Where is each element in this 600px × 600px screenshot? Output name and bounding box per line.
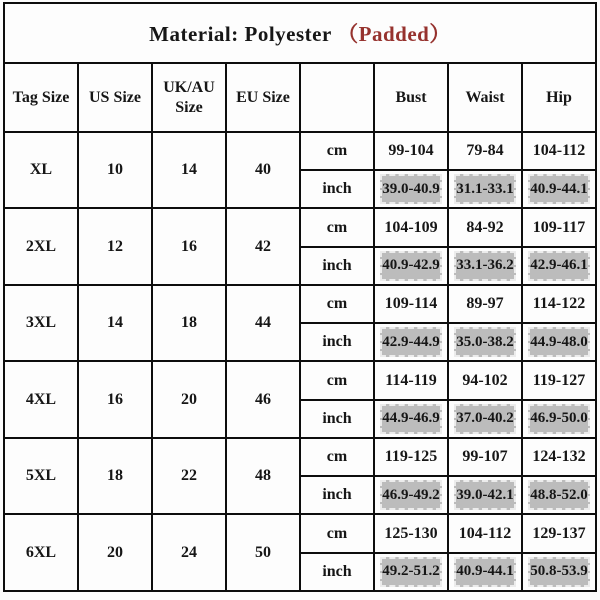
tag-size-cell: XL — [4, 132, 78, 209]
size-row-4xl-cm — [4, 361, 596, 399]
highlighted-inch-value: 42.9-44.9 — [380, 327, 442, 357]
eu-size-cell: 46 — [226, 361, 300, 438]
unit-label-cm: cm — [300, 132, 374, 170]
inch-hip-cell — [522, 247, 596, 285]
highlighted-inch-value: 35.0-38.2 — [454, 327, 516, 357]
highlighted-inch-value: 39.0-40.9 — [380, 174, 442, 204]
inch-hip-cell — [522, 170, 596, 208]
inch-waist-cell — [448, 323, 522, 361]
cm-bust-cell: 104-109 — [374, 208, 448, 246]
title-row — [4, 3, 596, 63]
us-size-cell: 14 — [78, 285, 152, 362]
unit-label-inch: inch — [300, 476, 374, 514]
inch-hip-cell — [522, 323, 596, 361]
cm-bust-cell: 114-119 — [374, 361, 448, 399]
inch-waist-cell — [448, 247, 522, 285]
size-chart-table — [3, 2, 597, 592]
uk-au-size-cell: 16 — [152, 208, 226, 285]
highlighted-inch-value: 44.9-48.0 — [528, 327, 590, 357]
tag-size-cell: 4XL — [4, 361, 78, 438]
column-header-uk-au-size: UK/AU Size — [152, 63, 226, 131]
us-size-cell: 18 — [78, 438, 152, 515]
highlighted-inch-value: 42.9-46.1 — [528, 251, 590, 281]
uk-au-size-cell: 14 — [152, 132, 226, 209]
header-row — [4, 63, 596, 131]
cm-waist-cell: 99-107 — [448, 438, 522, 476]
cm-hip-cell: 119-127 — [522, 361, 596, 399]
inch-bust-cell — [374, 323, 448, 361]
unit-label-inch: inch — [300, 323, 374, 361]
inch-bust-cell — [374, 247, 448, 285]
inch-hip-cell — [522, 553, 596, 591]
cm-waist-cell: 89-97 — [448, 285, 522, 323]
size-row-xl-cm — [4, 132, 596, 170]
cm-waist-cell: 84-92 — [448, 208, 522, 246]
highlighted-inch-value: 40.9-44.1 — [528, 174, 590, 204]
inch-bust-cell — [374, 170, 448, 208]
cm-bust-cell: 125-130 — [374, 514, 448, 552]
size-row-3xl-cm — [4, 285, 596, 323]
highlighted-inch-value: 33.1-36.2 — [454, 251, 516, 281]
uk-au-size-cell: 20 — [152, 361, 226, 438]
inch-bust-cell — [374, 400, 448, 438]
column-header-eu-size: EU Size — [226, 63, 300, 131]
us-size-cell: 12 — [78, 208, 152, 285]
cm-waist-cell: 104-112 — [448, 514, 522, 552]
inch-bust-cell — [374, 476, 448, 514]
unit-label-cm: cm — [300, 514, 374, 552]
unit-label-cm: cm — [300, 208, 374, 246]
inch-waist-cell — [448, 400, 522, 438]
cm-waist-cell: 94-102 — [448, 361, 522, 399]
material-label: Material: Polyester — [149, 22, 332, 47]
cm-hip-cell: 104-112 — [522, 132, 596, 170]
size-row-2xl-cm — [4, 208, 596, 246]
unit-label-cm: cm — [300, 438, 374, 476]
unit-label-inch: inch — [300, 170, 374, 208]
highlighted-inch-value: 46.9-49.2 — [380, 480, 442, 510]
us-size-cell: 20 — [78, 514, 152, 591]
tag-size-cell: 3XL — [4, 285, 78, 362]
uk-au-size-cell: 18 — [152, 285, 226, 362]
highlighted-inch-value: 49.2-51.2 — [380, 557, 442, 587]
unit-label-cm: cm — [300, 361, 374, 399]
tag-size-cell: 2XL — [4, 208, 78, 285]
cm-hip-cell: 124-132 — [522, 438, 596, 476]
padded-label: （Padded） — [337, 22, 451, 47]
highlighted-inch-value: 46.9-50.0 — [528, 404, 590, 434]
cm-bust-cell: 99-104 — [374, 132, 448, 170]
cm-waist-cell: 79-84 — [448, 132, 522, 170]
cm-hip-cell: 114-122 — [522, 285, 596, 323]
unit-label-cm: cm — [300, 285, 374, 323]
uk-au-size-cell: 22 — [152, 438, 226, 515]
cm-bust-cell: 109-114 — [374, 285, 448, 323]
eu-size-cell: 40 — [226, 132, 300, 209]
cm-hip-cell: 129-137 — [522, 514, 596, 552]
eu-size-cell: 50 — [226, 514, 300, 591]
highlighted-inch-value: 48.8-52.0 — [528, 480, 590, 510]
inch-hip-cell — [522, 476, 596, 514]
column-header-tag-size: Tag Size — [4, 63, 78, 131]
column-header-units — [300, 63, 374, 131]
inch-bust-cell — [374, 553, 448, 591]
us-size-cell: 16 — [78, 361, 152, 438]
inch-waist-cell — [448, 553, 522, 591]
column-header-us-size: US Size — [78, 63, 152, 131]
tag-size-cell: 5XL — [4, 438, 78, 515]
highlighted-inch-value: 37.0-40.2 — [454, 404, 516, 434]
unit-label-inch: inch — [300, 400, 374, 438]
column-header-bust: Bust — [374, 63, 448, 131]
cm-bust-cell: 119-125 — [374, 438, 448, 476]
tag-size-cell: 6XL — [4, 514, 78, 591]
cm-hip-cell: 109-117 — [522, 208, 596, 246]
inch-hip-cell — [522, 400, 596, 438]
size-row-5xl-cm — [4, 438, 596, 476]
inch-waist-cell — [448, 170, 522, 208]
inch-waist-cell — [448, 476, 522, 514]
highlighted-inch-value: 39.0-42.1 — [454, 480, 516, 510]
size-row-6xl-cm — [4, 514, 596, 552]
highlighted-inch-value: 40.9-42.9 — [380, 251, 442, 281]
unit-label-inch: inch — [300, 247, 374, 285]
highlighted-inch-value: 40.9-44.1 — [454, 557, 516, 587]
table-title — [4, 3, 596, 63]
uk-au-size-cell: 24 — [152, 514, 226, 591]
column-header-waist: Waist — [448, 63, 522, 131]
unit-label-inch: inch — [300, 553, 374, 591]
eu-size-cell: 42 — [226, 208, 300, 285]
column-header-hip: Hip — [522, 63, 596, 131]
eu-size-cell: 48 — [226, 438, 300, 515]
eu-size-cell: 44 — [226, 285, 300, 362]
highlighted-inch-value: 31.1-33.1 — [454, 174, 516, 204]
highlighted-inch-value: 44.9-46.9 — [380, 404, 442, 434]
highlighted-inch-value: 50.8-53.9 — [528, 557, 590, 587]
us-size-cell: 10 — [78, 132, 152, 209]
